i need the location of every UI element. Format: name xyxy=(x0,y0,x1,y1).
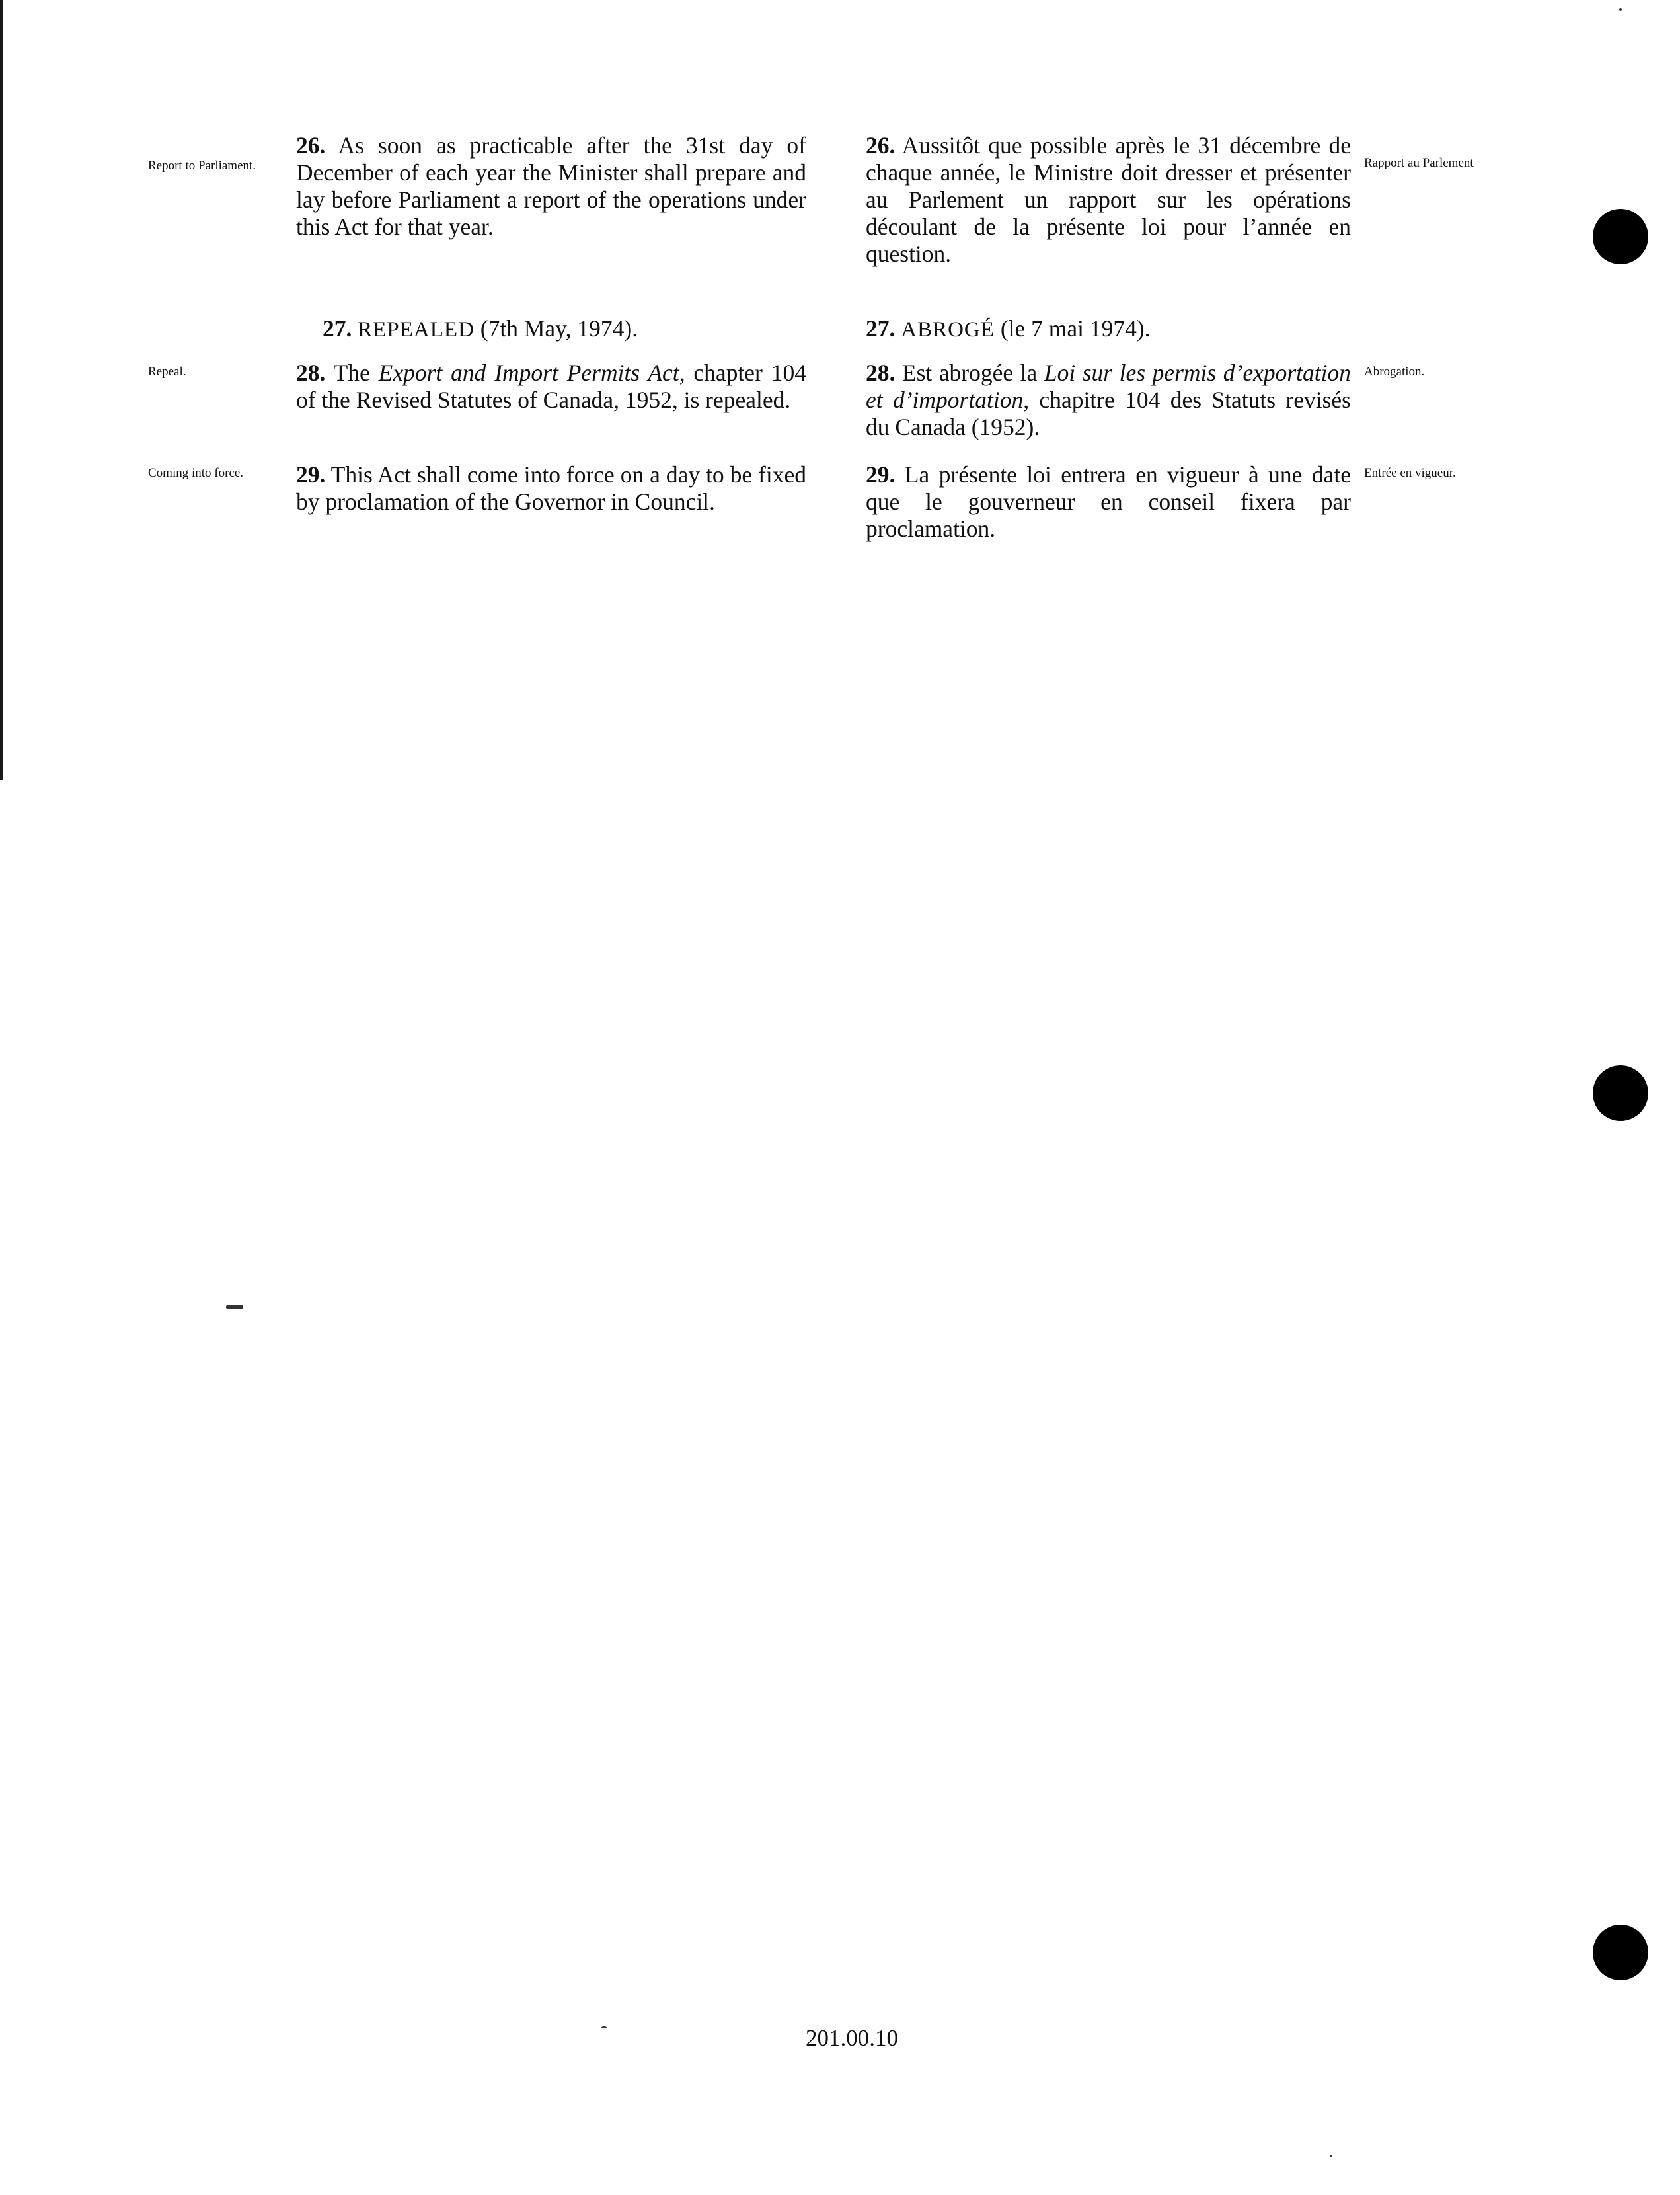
section-number: 26. xyxy=(296,132,326,159)
punch-hole xyxy=(1593,1065,1648,1121)
section-text: Est abrogée la xyxy=(895,360,1044,386)
repealed-word: ABROGÉ xyxy=(901,318,995,342)
section-26-french xyxy=(866,132,1351,268)
margin-note-report-to-parliament: Report to Parliament. xyxy=(148,159,256,173)
section-27-french xyxy=(866,315,1351,344)
margin-note-repeal: Repeal. xyxy=(148,365,186,379)
section-text: The xyxy=(325,360,379,386)
margin-note-entree-en-vigueur: Entrée en vigueur. xyxy=(1364,466,1456,480)
margin-note-abrogation: Abrogation. xyxy=(1364,365,1425,379)
margin-note-rapport-au-parlement: Rapport au Parlement xyxy=(1364,156,1474,170)
section-number: 26. xyxy=(866,132,896,159)
section-number: 27. xyxy=(866,315,896,342)
section-26-english xyxy=(296,132,806,241)
scan-mark xyxy=(226,1305,243,1309)
scan-edge xyxy=(0,0,3,780)
section-text: (7th May, 1974). xyxy=(474,315,638,342)
punch-hole xyxy=(1593,209,1648,264)
page-number: 201.00.10 xyxy=(806,2025,898,2051)
section-number: 27. xyxy=(323,315,352,342)
repealed-word: REPEALED xyxy=(358,318,475,342)
act-title: Loi sur les permis d’exportation et d’importation xyxy=(866,360,1351,413)
section-text: Aussitôt que possible après le 31 décembre de chaque année, le Ministre doit dresser et présenter au Parlement un rapport sur les opérations découlant de la présente loi pour l’année en question. xyxy=(866,132,1351,267)
section-number: 29. xyxy=(866,461,896,488)
section-number: 28. xyxy=(866,360,896,386)
section-text: This Act shall come into force on a day to be fixed by proclamation of the Governor in Council. xyxy=(296,461,806,515)
act-title: Export and Import Permits Act xyxy=(378,360,679,386)
section-27-english xyxy=(323,315,833,344)
section-text: , chapter 104 of the Revised Statutes of Canada, 1952, is repealed. xyxy=(296,360,806,413)
section-29-english xyxy=(296,461,806,516)
section-29-french xyxy=(866,461,1351,543)
scan-mark xyxy=(1330,2155,1332,2157)
section-text: (le 7 mai 1974). xyxy=(994,315,1151,342)
scan-mark xyxy=(1619,8,1622,11)
section-text: , chapitre 104 des Statuts revisés du Canada (1952). xyxy=(866,387,1351,440)
margin-note-coming-into-force: Coming into force. xyxy=(148,466,244,480)
section-number: 28. xyxy=(296,360,326,386)
section-text: As soon as practicable after the 31st day of December of each year the Minister shall prepare and lay before Parliament a report of the operations under this Act for that year. xyxy=(296,132,806,240)
section-28-english xyxy=(296,360,806,414)
section-number: 29. xyxy=(296,461,326,488)
punch-hole xyxy=(1593,1925,1648,1980)
section-text: La présente loi entrera en vigueur à une date que le gouverneur en conseil fixera par proclamation. xyxy=(866,461,1351,542)
section-28-french xyxy=(866,360,1351,441)
